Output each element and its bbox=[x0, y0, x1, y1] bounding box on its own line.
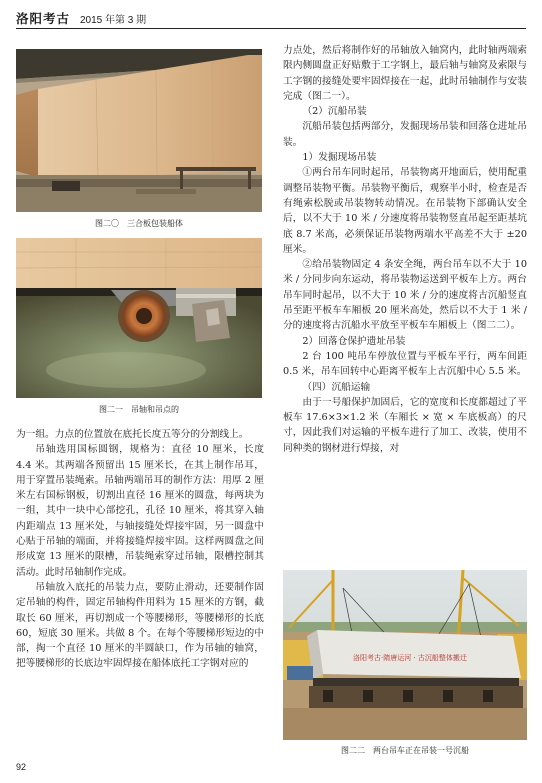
right-column-text bbox=[283, 43, 527, 456]
journal-name: 洛阳考古 bbox=[16, 11, 71, 26]
section-heading: 1）发掘现场吊装 bbox=[302, 152, 377, 164]
page-header bbox=[16, 6, 526, 32]
left-paragraph: 吊轴选用国标圆钢，规格为：直径 10 厘米，长度 4.4 米。其两端各预留出 15 厘米长，在其上制作吊耳，用于穿置吊装绳索。吊轴两端吊耳的制作方法：用厚 2 厘米左右国标钢板，切割出直径 16 厘米的圆盘，每两块为一组，其中一块中心部挖孔，孔径 10 厘米，将其穿入轴内距端点 13 厘米处，与轴接缝处焊接牢固，另一圆盘中心贴于吊轴的端面，并将接缝焊接牢固。这样两圆盘之间形成宽 13 厘米的限槽，吊装绳索穿过吊轴，限槽控制其活动。此时吊轴制作完成。 bbox=[16, 444, 264, 578]
left-column-text bbox=[16, 427, 264, 672]
right-paragraph: 沉船吊装包括两部分，发掘现场吊装和回落仓进址吊装。 bbox=[283, 121, 527, 148]
lifting-shaft-image bbox=[16, 238, 262, 398]
figure-cranes-lifting-photo bbox=[283, 570, 527, 740]
page-number: 92 bbox=[16, 762, 27, 772]
plywood-hull-image bbox=[16, 49, 262, 212]
left-paragraph: 吊轴放入底托的吊装力点，要防止滑动，还要制作固定吊轴的构件，固定吊轴构件用料为 15 厘米的方钢，截取长 60 厘米，再切割成一个等腰梯形，等腰梯形的长底 60，短底 30 厘米。共做 8 个。在每个等腰梯形短边的中部，掏一个直径 10 厘米的半圆缺口，作为吊轴的轴窝，把等腰梯形的长底边牢固焊接在船体底托工字钢对应的 bbox=[16, 581, 264, 670]
figure-lifting-shaft-photo bbox=[16, 238, 262, 398]
banner-text: 洛阳考古·隋唐运河 · 古沉船整体搬迁 bbox=[353, 654, 467, 662]
section-heading: （四）沉船运输 bbox=[302, 381, 371, 393]
left-paragraph: 为一组。力点的位置放在底托长度五等分的分割线上。 bbox=[16, 429, 249, 440]
right-paragraph: 由于一号船保护加固后，它的宽度和长度都超过了平板车 17.6×3×1.2 米（车厢长 × 宽 × 车底板高）的尺寸，因此我们对运输的平板车进行了加工、改装，使用不同种类的钢材进行焊接，对 bbox=[283, 396, 527, 454]
right-paragraph: 2 台 100 吨吊车停放位置与平板车平行，两车间距 0.5 米，吊车回转中心距离平板车上古沉船中心 5.5 米。 bbox=[283, 350, 527, 378]
issue-label: 2015 年第 3 期 bbox=[80, 15, 147, 26]
figure-22-caption: 图二二 两台吊车正在吊装一号沉船 bbox=[341, 746, 469, 755]
right-paragraph: 力点处，然后将制作好的吊轴放入轴窝内，此时轴两端索限内侧圆盘正好贴敷于工字钢上，最后轴与轴窝及索限与工字钢的接缝处要牢固焊接在一起，此时吊轴制作与安装完成（图二一）。 bbox=[283, 45, 527, 102]
figure-plywood-hull-photo bbox=[16, 49, 262, 212]
section-heading: 2）回落仓保护遗址吊装 bbox=[302, 335, 406, 347]
header-rule bbox=[16, 28, 526, 29]
cranes-lifting-image bbox=[283, 570, 527, 740]
right-paragraph: ①两台吊车同时起吊，吊装物离开地面后，使用配重调整吊装物平衡。吊装物平衡后，观察半小时，检查是否有绳索松脱或吊装物转动情况。在吊装物下部确认安全后，以不大于 10 米 / 分速度将吊装物竖直吊起至距基坑底 8.7 米高，必须保证吊装物两端水平高差不大于 ±20 厘米。 bbox=[283, 167, 527, 255]
figure-21-caption: 图二一 吊轴和吊点的 bbox=[99, 405, 179, 414]
section-heading: （2）沉船吊装 bbox=[302, 106, 367, 118]
figure-20-caption: 图二〇 三合板包装船体 bbox=[95, 219, 183, 228]
right-paragraph: ②给吊装物固定 4 条安全绳，两台吊车以不大于 10 米 / 分同步向东运动，将吊装物运送到平板车上方。两台吊车同时起吊，以不大于 10 米 / 分的速度将古沉船竖直吊至距平板车车厢板 20 厘米高处，然后以不大于 1 米 / 分的速度将古沉船水平放至平板车车厢板上（图二二）。 bbox=[283, 259, 527, 332]
